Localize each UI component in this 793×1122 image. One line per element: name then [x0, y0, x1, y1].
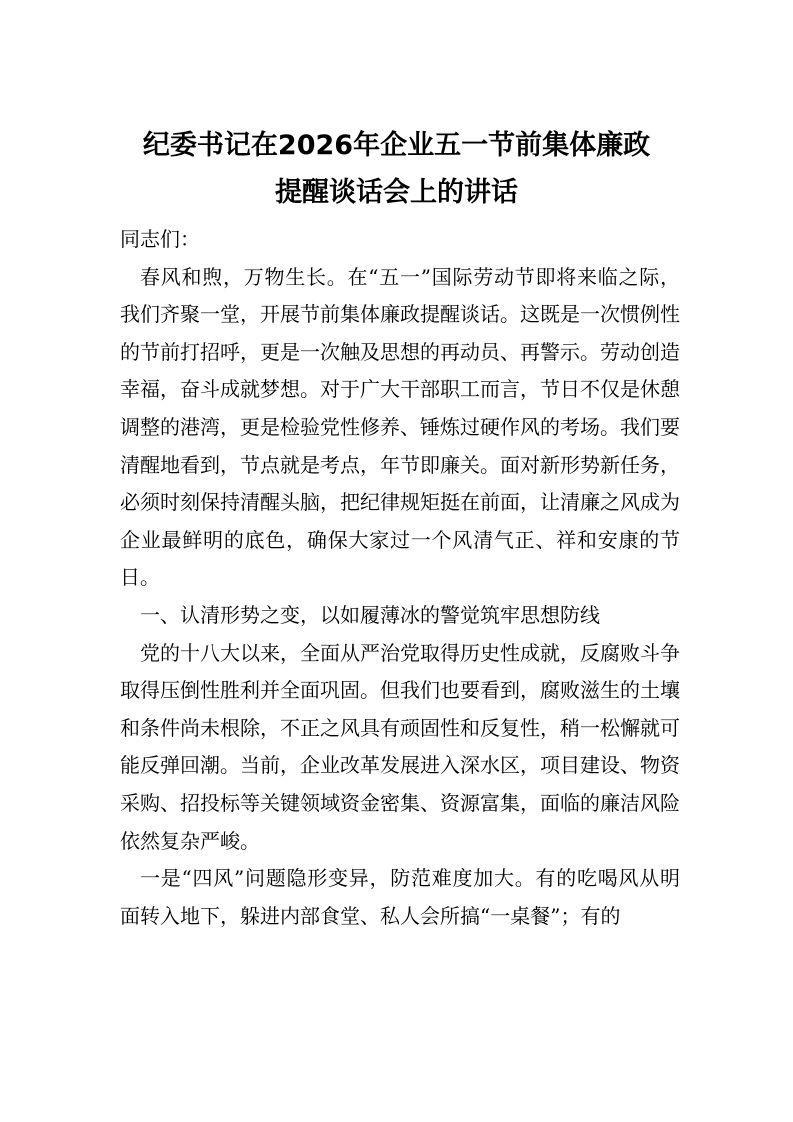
section-heading-1: 一、认清形势之变，以如履薄冰的警觉筑牢思想防线 [140, 602, 600, 627]
document-title-line-2: 提醒谈话会上的讲话 [275, 177, 518, 208]
paragraph-four-winds: 一是“四风”问题隐形变异，防范难度加大。有的吃喝风从明面转入地下，躲进内部食堂、私人会所搞“一桌餐”；有的 [120, 866, 680, 928]
document-body [120, 221, 680, 935]
paragraph-intro: 春风和煦，万物生长。在“五一”国际劳动节即将来临之际，我们齐聚一堂，开展节前集体廉政提醒谈话。这既是一次惯例性的节前打招呼，更是一次触及思想的再动员、再警示。劳动创造幸福，奋斗成就梦想。对于广大干部职工而言，节日不仅是休憩调整的港湾，更是检验党性修养、锤炼过硬作风的考场。我们要清醒地看到，节点就是考点，年节即廉关。面对新形势新任务，必须时刻保持清醒头脑，把纪律规矩挺在前面，让清廉之风成为企业最鲜明的底色，确保大家过一个风清气正、祥和安康的节日。 [120, 264, 680, 590]
salutation: 同志们： [120, 227, 200, 251]
paragraph-situation: 党的十八大以来，全面从严治党取得历史性成就，反腐败斗争取得压倒性胜利并全面巩固。但我们也要看到，腐败滋生的土壤和条件尚未根除，不正之风具有顽固性和反复性，稍一松懈就可能反弹回潮。当前，企业改革发展进入深水区，项目建设、物资采购、招投标等关键领域资金密集、资源富集，面临的廉洁风险依然复杂严峻。 [120, 640, 680, 853]
document-title-line-1: 纪委书记在2026年企业五一节前集体廉政 [142, 130, 651, 161]
